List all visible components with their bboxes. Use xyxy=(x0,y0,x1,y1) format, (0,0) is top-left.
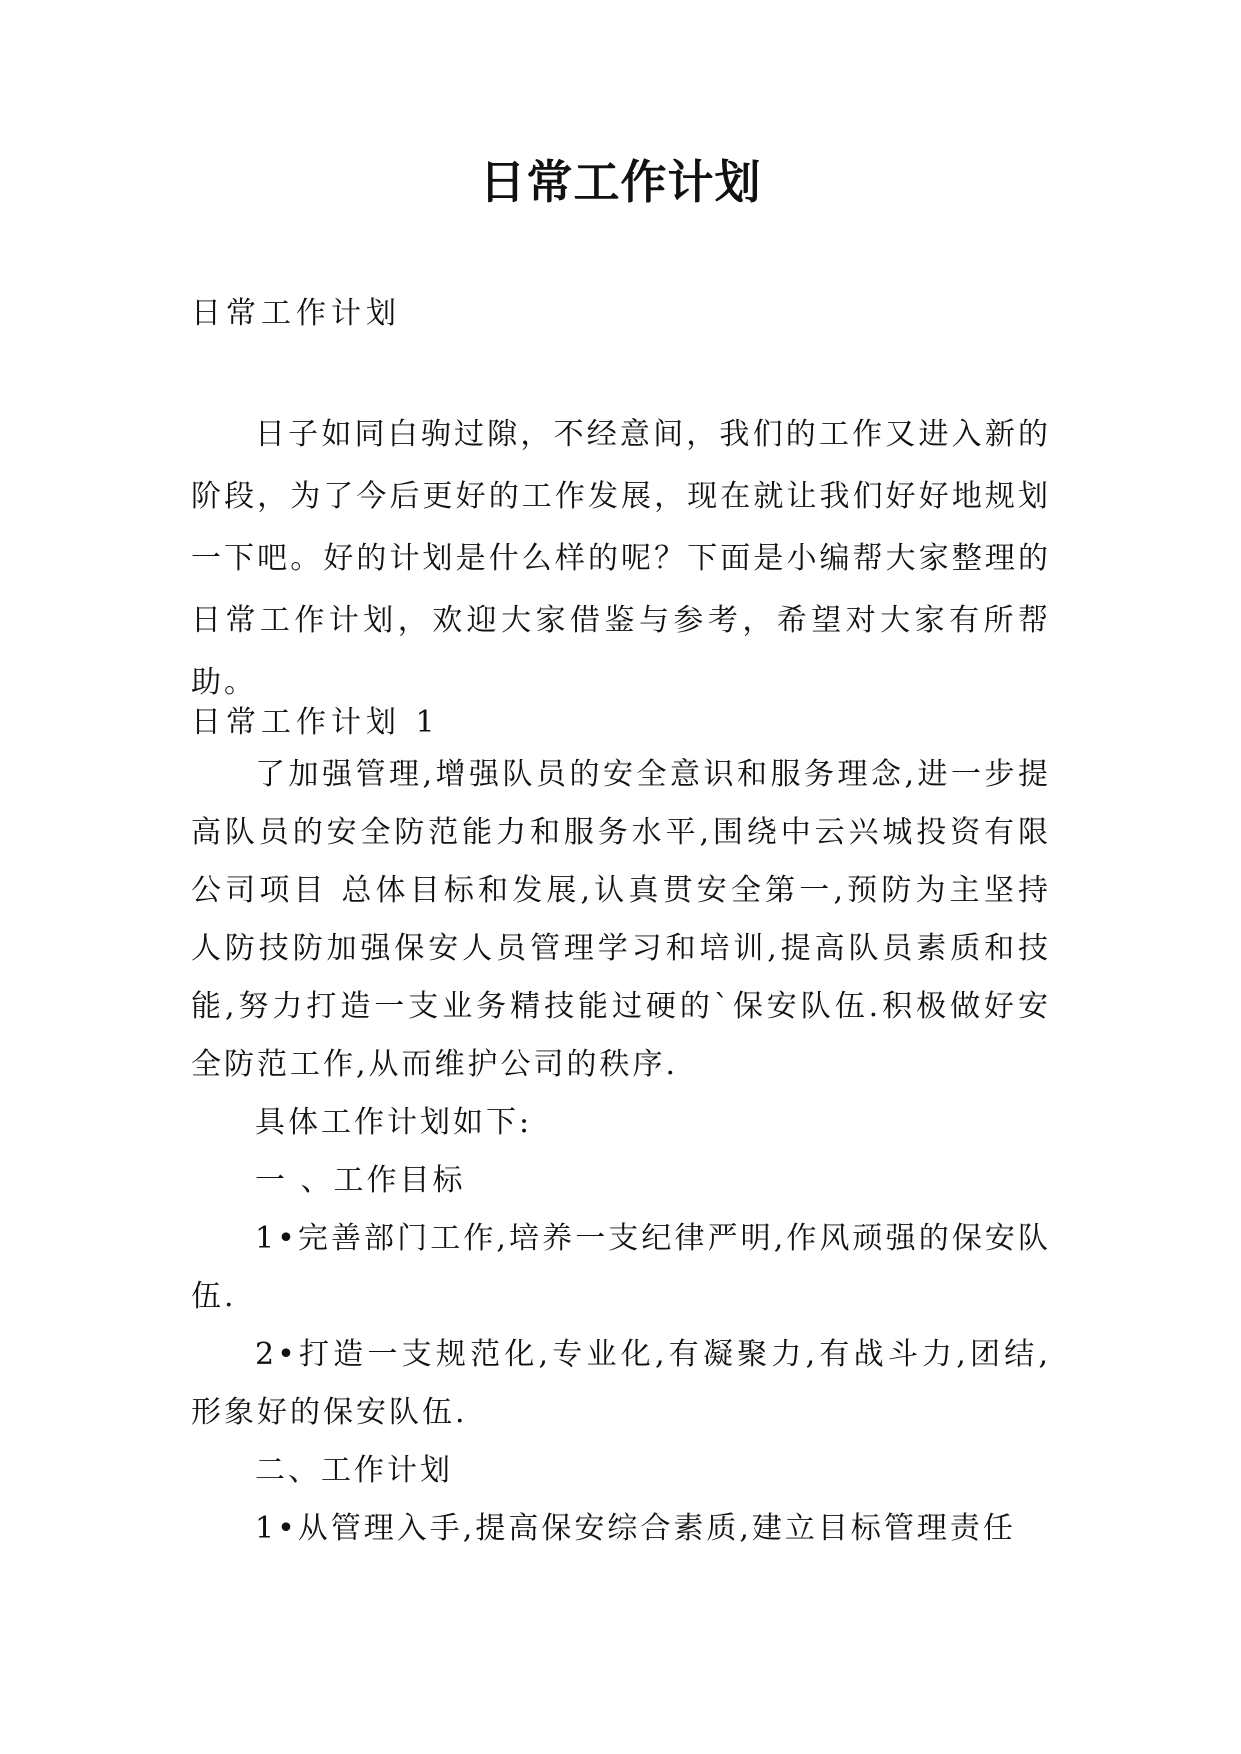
work-goals-heading: 一 、工作目标 xyxy=(255,1163,466,1198)
section-heading: 日常工作计划 1 xyxy=(191,705,440,740)
document-subtitle: 日常工作计划 xyxy=(191,296,401,331)
security-purpose-paragraph: 了加强管理,增强队员的安全意识和服务理念,进一步提高队员的安全防范能力和服务水平,围绕中云兴城投资有限公司项目 总体目标和发展,认真贯安全第一,预防为主坚持人防技防加强保安人员管理学习和培训,提高队员素质和技能,努力打造一支业务精技能过硬的`保安队伍.积极做好安全防范工作,从而维护公司的秩序. xyxy=(191,757,1051,1082)
section-content xyxy=(191,746,1051,1558)
plan-intro-line: 具体工作计划如下: xyxy=(255,1105,533,1140)
document-title: 日常工作计划 xyxy=(479,155,762,209)
intro-paragraph: 日子如同白驹过隙，不经意间，我们的工作又进入新的阶段，为了今后更好的工作发展，现在就让我们好好地规划一下吧。好的计划是什么样的呢？下面是小编帮大家整理的日常工作计划，欢迎大家借鉴与参考，希望对大家有所帮助。 xyxy=(191,417,1051,700)
plan-item-1: 1•从管理入手,提高保安综合素质,建立目标管理责任 xyxy=(255,1511,1016,1546)
goal-item-2: 2•打造一支规范化,专业化,有凝聚力,有战斗力,团结,形象好的保安队伍. xyxy=(191,1337,1051,1430)
work-plan-heading: 二、工作计划 xyxy=(255,1453,453,1488)
goal-item-1: 1•完善部门工作,培养一支纪律严明,作风顽强的保安队伍. xyxy=(191,1221,1051,1314)
